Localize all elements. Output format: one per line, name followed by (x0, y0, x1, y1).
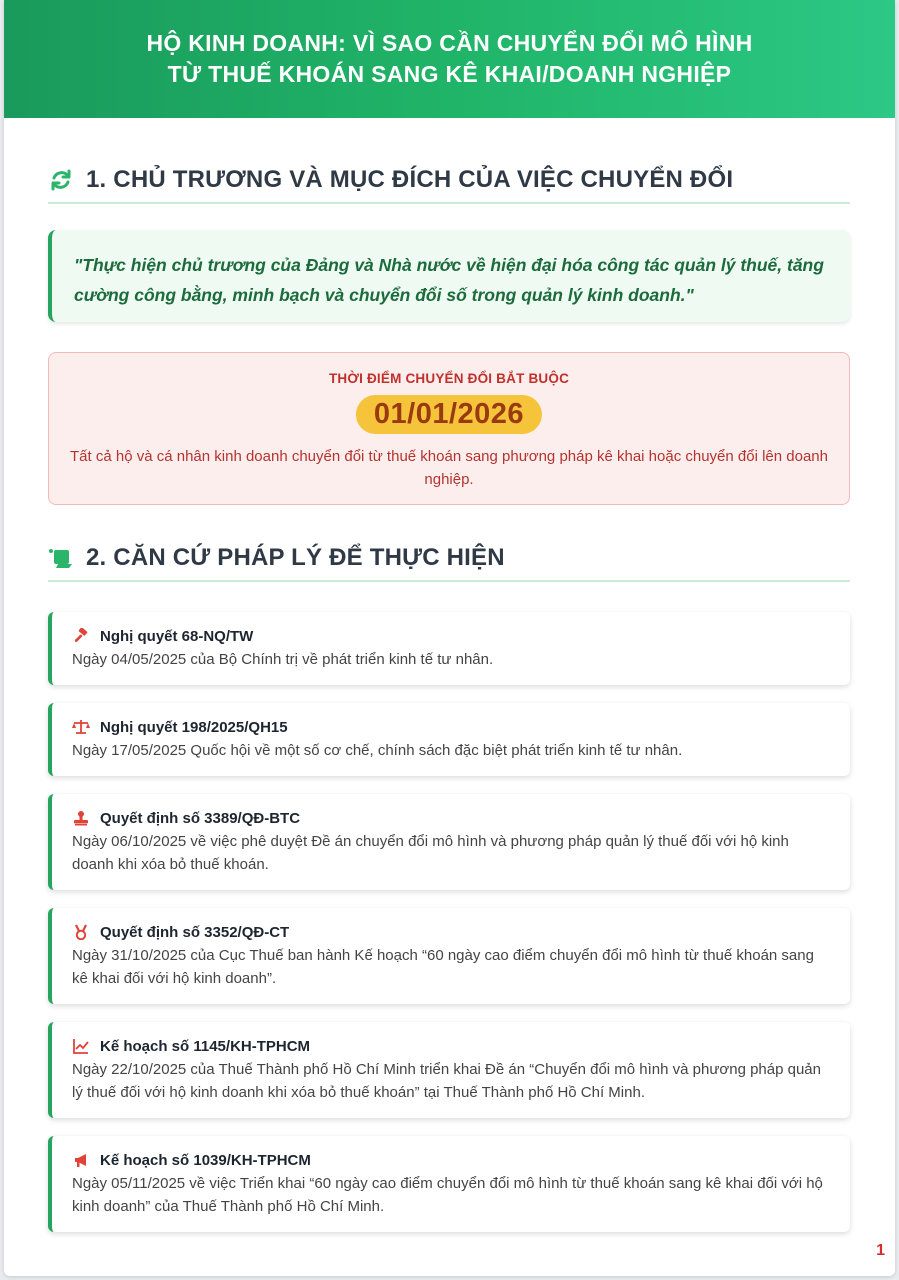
legal-item-body: Ngày 31/10/2025 của Cục Thuế ban hành Kế hoạch “60 ngày cao điểm chuyển đổi mô hình từ thuế khoán sang kê khai đối với hộ kinh doanh”. (72, 947, 814, 987)
section1-title: 1. CHỦ TRƯƠNG VÀ MỤC ĐÍCH CỦA VIỆC CHUYỂN ĐỔI (86, 166, 734, 193)
policy-quote-text: "Thực hiện chủ trương của Đảng và Nhà nước về hiện đại hóa công tác quản lý thuế, tăng cường công bằng, minh bạch và chuyển đổi số trong quản lý kinh doanh." (74, 255, 824, 305)
deadline-label: THỜI ĐIỂM CHUYỂN ĐỔI BẮT BUỘC (328, 371, 570, 386)
legal-item-body: Ngày 22/10/2025 của Thuế Thành phố Hồ Chí Minh triển khai Đề án “Chuyển đổi mô hình và phương pháp quản lý thuế đối với hộ kinh doanh khi xóa bỏ thuế khoán” tại Thuế Thành phố Hồ Chí Minh. (72, 1061, 821, 1101)
stamp-icon (72, 809, 90, 827)
scale-icon (72, 718, 90, 736)
legal-item (48, 703, 850, 776)
chart-line-icon (72, 1037, 90, 1055)
deadline-description: Tất cả hộ và cá nhân kinh doanh chuyển đổi từ thuế khoán sang phương pháp kê khai hoặc chuyển đổi lên doanh nghiệp. (70, 448, 828, 488)
medal-icon (72, 923, 90, 941)
legal-item-body: Ngày 05/11/2025 về việc Triển khai “60 ngày cao điểm chuyển đổi mô hình từ thuế khoán sang kê khai đối với hộ kinh doanh” của Thuế Thành phố Hồ Chí Minh. (72, 1175, 823, 1215)
legal-item (48, 612, 850, 685)
legal-item (48, 1022, 850, 1118)
legal-item-title: Kế hoạch số 1039/KH-TPHCM (100, 1151, 311, 1169)
legal-item-title: Quyết định số 3389/QĐ-BTC (100, 809, 301, 827)
gavel-icon (72, 627, 90, 645)
legal-item (48, 1136, 850, 1232)
deadline-date: 01/01/2026 (356, 395, 542, 434)
legal-item-title: Quyết định số 3352/QĐ-CT (100, 923, 290, 941)
legal-item (48, 908, 850, 1004)
section2-heading (48, 536, 850, 582)
megaphone-icon (72, 1151, 90, 1169)
legal-item-title: Nghị quyết 198/2025/QH15 (100, 718, 288, 736)
legal-item-title: Kế hoạch số 1145/KH-TPHCM (100, 1037, 311, 1055)
header-title-line1: HỘ KINH DOANH: VÌ SAO CẦN CHUYỂN ĐỔI MÔ HÌNH (146, 30, 753, 56)
legal-item-title: Nghị quyết 68-NQ/TW (100, 627, 254, 645)
scroll-icon (48, 545, 74, 571)
document-page (4, 0, 895, 1276)
deadline-box (48, 352, 850, 505)
legal-item-body: Ngày 04/05/2025 của Bộ Chính trị về phát triển kinh tế tư nhân. (72, 651, 494, 668)
legal-item-body: Ngày 17/05/2025 Quốc hội về một số cơ chế, chính sách đặc biệt phát triển kinh tế tư nhân. (72, 742, 683, 759)
header-title-line2: TỪ THUẾ KHOÁN SANG KÊ KHAI/DOANH NGHIỆP (167, 61, 732, 87)
section2-title: 2. CĂN CỨ PHÁP LÝ ĐỂ THỰC HIỆN (86, 544, 505, 571)
header-banner (4, 0, 895, 118)
policy-quote (48, 230, 850, 322)
page-number: 1 (876, 1242, 885, 1259)
legal-item-body: Ngày 06/10/2025 về việc phê duyệt Đề án chuyển đổi mô hình và phương pháp quản lý thuế đối với hộ kinh doanh khi xóa bỏ thuế khoán. (72, 833, 789, 873)
refresh-icon (48, 167, 74, 193)
legal-item (48, 794, 850, 890)
section1-heading (48, 158, 850, 204)
